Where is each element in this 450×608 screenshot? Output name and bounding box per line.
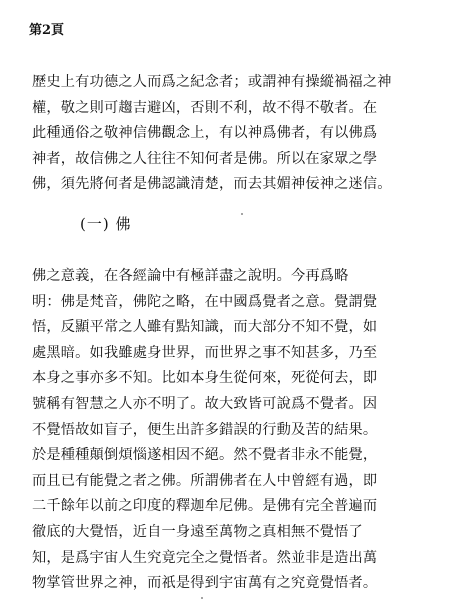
text-line: 二千餘年以前之印度的釋迦牟尼佛。是佛有完全普遍而: [32, 498, 378, 515]
text-line: 不覺悟故如盲子，便生出許多錯誤的行動及苦的結果。: [32, 421, 378, 438]
text-line: 本身之事亦多不知。比如本身生從何來，死從何去，即: [32, 370, 378, 387]
text-line: 號稱有智慧之人亦不明了。故大致皆可說爲不覺者。因: [32, 395, 378, 412]
scan-speck: [201, 597, 203, 599]
paragraph-buddha-meaning: [32, 264, 432, 597]
section-heading: (一) 佛: [80, 215, 132, 233]
text-line: 歷史上有功德之人而爲之紀念者；或謂神有操縱禍福之神: [32, 74, 392, 90]
text-line: 處黑暗。如我雖處身世界，而世界之事不知甚多，乃至: [32, 344, 378, 361]
text-line: 權，敬之則可趨吉避凶，否則不利，故不得不敬者。在: [32, 99, 378, 116]
text-line: 明：佛是梵音，佛陀之略，在中國爲覺者之意。覺謂覺: [32, 293, 378, 310]
text-line: 物掌管世界之神，而祇是得到宇宙萬有之究竟覺悟者。: [32, 575, 378, 592]
text-line: 此種通俗之敬神信佛觀念上，有以神爲佛者，有以佛爲: [32, 125, 378, 142]
text-line: 悟，反顯平常之人雖有點知識，而大部分不知不覺，如: [32, 319, 378, 336]
text-line: 於是種種顛倒煩惱遂相因不絕。然不覺者非永不能覺，: [32, 447, 378, 464]
paragraph-intro: [32, 70, 432, 198]
text-line: 佛之意義，在各經論中有極詳盡之說明。今再爲略: [32, 268, 349, 284]
text-line: 知，是爲宇宙人生究竟完全之覺悟者。然並非是造出萬: [32, 549, 378, 566]
scan-speck: [241, 213, 243, 215]
text-line: 而且已有能覺之者之佛。所謂佛者在人中曾經有過，即: [32, 472, 378, 489]
text-line: 神者，故信佛之人往往不知何者是佛。所以在家眾之學: [32, 150, 378, 167]
text-line: 佛，須先將何者是佛認識清楚，而去其媚神佞神之迷信。: [32, 176, 392, 193]
text-line: 徹底的大覺悟，近自一身遠至萬物之真相無不覺悟了: [32, 523, 363, 540]
page-number-header: 第2頁: [29, 23, 65, 38]
